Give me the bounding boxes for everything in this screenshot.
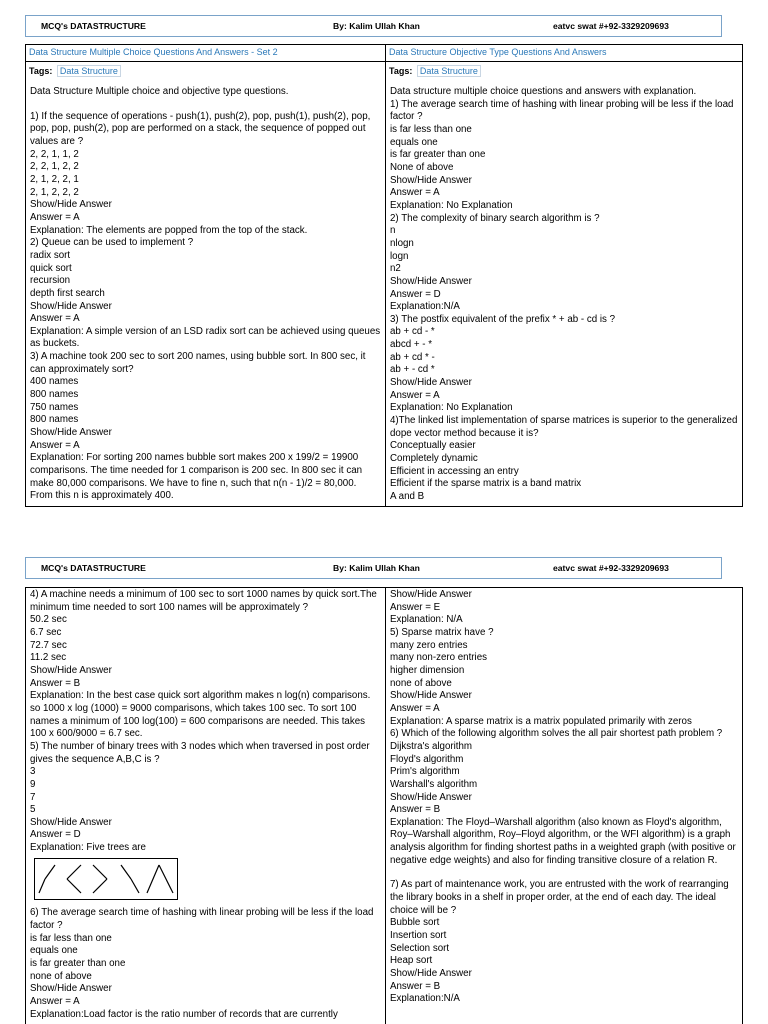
text-line: Explanation: A simple version of an LSD radix sort can be achieved using queues as buckets.: [30, 325, 381, 350]
text-line: Floyd's algorithm: [390, 753, 464, 765]
page-header: [25, 557, 722, 579]
show-hide-answer[interactable]: Show/Hide Answer: [390, 275, 472, 287]
header-title: MCQ's DATASTRUCTURE: [41, 21, 146, 31]
text-line: radix sort: [30, 249, 71, 261]
text-line: 9: [30, 778, 36, 790]
text-line: many non-zero entries: [390, 652, 488, 664]
page1-left-column: [26, 45, 386, 506]
text-line: Answer = B: [390, 804, 441, 816]
text-line: A and B: [390, 491, 425, 502]
text-line: 2, 2, 1, 2, 2: [30, 161, 79, 173]
text-line: 7: [30, 791, 36, 803]
text-line: equals one: [390, 136, 438, 148]
header-author: By: Kalim Ullah Khan: [333, 563, 420, 573]
text-line: 400 names: [30, 376, 79, 388]
page1-right-body: [386, 80, 743, 504]
text-line: Prim's algorithm: [390, 766, 460, 778]
text-line: higher dimension: [390, 664, 465, 676]
show-hide-answer[interactable]: Show/Hide Answer: [390, 589, 472, 600]
text-line: depth first search: [30, 287, 105, 299]
text-line: is far less than one: [30, 932, 112, 944]
show-hide-answer[interactable]: Show/Hide Answer: [30, 983, 112, 995]
text-line: 7) As part of maintenance work, you are entrusted with the work of rearranging the library books in a shelf in proper order, at the end of each day. The ideal choice will be ?: [390, 879, 729, 916]
text-line: is far less than one: [390, 123, 472, 135]
text-line: recursion: [30, 275, 71, 287]
text-line: 72.7 sec: [30, 639, 67, 651]
text-line: Completely dynamic: [390, 453, 478, 465]
text-line: ab + cd - *: [390, 326, 435, 338]
page2-left-column: [26, 588, 386, 1024]
text-line: None of above: [390, 161, 454, 173]
show-hide-answer[interactable]: Show/Hide Answer: [390, 690, 472, 702]
text-line: n: [390, 225, 396, 237]
text-line: 800 names: [30, 414, 79, 426]
text-line: 6) Which of the following algorithm solves the all pair shortest path problem ?: [390, 728, 723, 740]
text-line: Answer = A: [390, 389, 440, 401]
text-line: Answer = A: [30, 996, 80, 1008]
header-contact: eatvc swat #+92-3329209693: [553, 21, 669, 31]
page-1: [25, 44, 743, 507]
text-line: 5) Sparse matrix have ?: [390, 626, 494, 638]
page1-right-tags: [386, 62, 743, 80]
text-line: Explanation: The elements are popped from the top of the stack.: [30, 224, 308, 236]
show-hide-answer[interactable]: Show/Hide Answer: [30, 427, 112, 439]
text-line: many zero entries: [390, 639, 468, 651]
text-line: 5: [30, 804, 36, 816]
show-hide-answer[interactable]: Show/Hide Answer: [390, 174, 472, 186]
text-line: ab + - cd *: [390, 364, 435, 376]
text-line: 1) If the sequence of operations - push(1), push(2), pop, push(1), push(2), pop, pop, pop, push(2), pop are performed on a stack, the sequence of popped out values are ?: [30, 110, 371, 147]
text-line: 6.7 sec: [30, 626, 62, 638]
show-hide-answer[interactable]: Show/Hide Answer: [390, 968, 472, 980]
text-line: Conceptually easier: [390, 440, 476, 452]
text-line: Heap sort: [390, 955, 433, 967]
text-line: Answer = D: [390, 288, 441, 300]
text-line: is far greater than one: [390, 149, 486, 161]
text-line: Answer = B: [390, 980, 441, 992]
text-line: none of above: [30, 970, 92, 982]
page2-right-body: [386, 588, 743, 1006]
intro-text: Data Structure Multiple choice and objective type questions.: [30, 86, 289, 97]
text-line: is far greater than one: [30, 958, 126, 970]
text-line: n2: [390, 263, 401, 275]
show-hide-answer[interactable]: Show/Hide Answer: [390, 791, 472, 803]
page-header: [25, 15, 722, 37]
page1-left-tags: [26, 62, 385, 80]
show-hide-answer[interactable]: Show/Hide Answer: [30, 816, 112, 828]
text-line: 800 names: [30, 389, 79, 401]
text-line: Bubble sort: [390, 917, 440, 929]
binary-trees-figure: [34, 858, 178, 900]
text-line: Explanation: In the best case quick sort algorithm makes n log(n) comparisons. so 1000 x log (1000) = 9000 comparisons, which takes 100 sec. To sort 100 names a minimum of 100 log(100) = 600 comparisons are needed. This takes 100 x 600/9000 = 6.7 sec.: [30, 690, 371, 740]
text-line: 3) A machine took 200 sec to sort 200 names, using bubble sort. In 800 sec, it can approximately sort?: [30, 351, 366, 375]
text-line: 2) Queue can be used to implement ?: [30, 237, 194, 249]
text-line: 4)The linked list implementation of sparse matrices is superior to the generalized dope vector method because it is?: [390, 415, 738, 439]
text-line: nlogn: [390, 237, 414, 249]
text-line: Explanation: N/A: [390, 614, 463, 626]
text-line: Answer = E: [390, 601, 441, 613]
show-hide-answer[interactable]: Show/Hide Answer: [30, 664, 112, 676]
show-hide-answer[interactable]: Show/Hide Answer: [30, 199, 112, 211]
text-line: logn: [390, 250, 409, 262]
tag-link[interactable]: Data Structure: [417, 65, 481, 77]
text-line: Explanation: No Explanation: [390, 402, 513, 414]
page1-left-body: [26, 80, 385, 503]
text-line: quick sort: [30, 262, 72, 274]
page1-left-title[interactable]: Data Structure Multiple Choice Questions And Answers - Set 2: [26, 45, 385, 62]
text-line: Explanation: For sorting 200 names bubble sort makes 200 x 199/2 = 19900 comparisons. The time needed for 1 comparison is 200 sec. In 800 sec it can make 80,000 comparisons. We have to fine n, such that n(n - 1)/2 = 80,000. From this n is approximately 400.: [30, 452, 363, 502]
header-author: By: Kalim Ullah Khan: [333, 21, 420, 31]
tags-label: Tags:: [389, 66, 413, 76]
header-title: MCQ's DATASTRUCTURE: [41, 563, 146, 573]
text-line: Explanation:Load factor is the ratio number of records that are currently: [30, 1008, 338, 1020]
text-line: Answer = A: [30, 439, 80, 451]
text-line: Efficient if the sparse matrix is a band matrix: [390, 478, 582, 490]
text-line: Answer = B: [30, 677, 81, 689]
text-line: Answer = A: [390, 702, 440, 714]
text-line: Explanation: No Explanation: [390, 199, 513, 211]
text-line: 2, 1, 2, 2, 1: [30, 173, 79, 185]
text-line: 2) The complexity of binary search algorithm is ?: [390, 212, 600, 224]
text-line: Explanation: The Floyd–Warshall algorithm (also known as Floyd's algorithm, Roy–Warshall algorithm, Roy–Floyd algorithm, or the WFI algorithm) is a graph analysis algorithm for finding shortest paths in a weighted graph (with positive or negative edge weights) and also for finding transitive closure of a relation R.: [390, 816, 736, 866]
text-line: none of above: [390, 677, 452, 689]
text-line: Answer = D: [30, 829, 81, 841]
text-line: 2, 1, 2, 2, 2: [30, 186, 79, 198]
text-line: 6) The average search time of hashing with linear probing will be less if the load factor ?: [30, 907, 374, 932]
text-line: 2, 2, 1, 1, 2: [30, 148, 79, 160]
tags-label: Tags:: [29, 66, 53, 76]
text-line: ab + cd * -: [390, 351, 435, 363]
page2-right-column: [386, 588, 743, 1024]
text-line: Explanation: Five trees are: [30, 842, 146, 854]
text-line: 5) The number of binary trees with 3 nodes which when traversed in post order gives the sequence A,B,C is ?: [30, 740, 370, 765]
text-line: Explanation:N/A: [390, 301, 460, 313]
text-line: abcd + - *: [390, 339, 433, 351]
text-line: Dijkstra's algorithm: [390, 740, 473, 752]
text-line: 4) A machine needs a minimum of 100 sec to sort 1000 names by quick sort.The minimum time needed to sort 100 names will be approximately ?: [30, 589, 377, 613]
text-line: Insertion sort: [390, 930, 447, 942]
page-2: [25, 587, 743, 1024]
text-line: 1) The average search time of hashing with linear probing will be less if the load factor ?: [390, 98, 734, 123]
header-contact: eatvc swat #+92-3329209693: [553, 563, 669, 573]
page2-left-body: [26, 588, 385, 1021]
text-line: Efficient in accessing an entry: [390, 465, 519, 477]
text-line: 3: [30, 766, 36, 778]
show-hide-answer[interactable]: Show/Hide Answer: [30, 300, 112, 312]
text-line: 3) The postfix equivalent of the prefix * + ab - cd is ?: [390, 313, 616, 325]
show-hide-answer[interactable]: Show/Hide Answer: [390, 377, 472, 389]
text-line: 50.2 sec: [30, 614, 67, 626]
text-line: 750 names: [30, 401, 79, 413]
page1-right-title[interactable]: Data Structure Objective Type Questions And Answers: [386, 45, 743, 62]
text-line: Warshall's algorithm: [390, 778, 478, 790]
text-line: Data structure multiple choice questions and answers with explanation.: [390, 86, 697, 97]
text-line: Selection sort: [390, 942, 450, 954]
text-line: Answer = A: [30, 313, 80, 325]
text-line: Answer = A: [390, 187, 440, 199]
tag-link[interactable]: Data Structure: [57, 65, 121, 77]
text-line: Explanation: A sparse matrix is a matrix populated primarily with zeros: [390, 715, 692, 727]
text-line: 11.2 sec: [30, 652, 67, 664]
text-line: Answer = A: [30, 211, 80, 223]
text-line: equals one: [30, 945, 78, 957]
text-line: Explanation:N/A: [390, 993, 460, 1005]
page1-right-column: [386, 45, 743, 506]
